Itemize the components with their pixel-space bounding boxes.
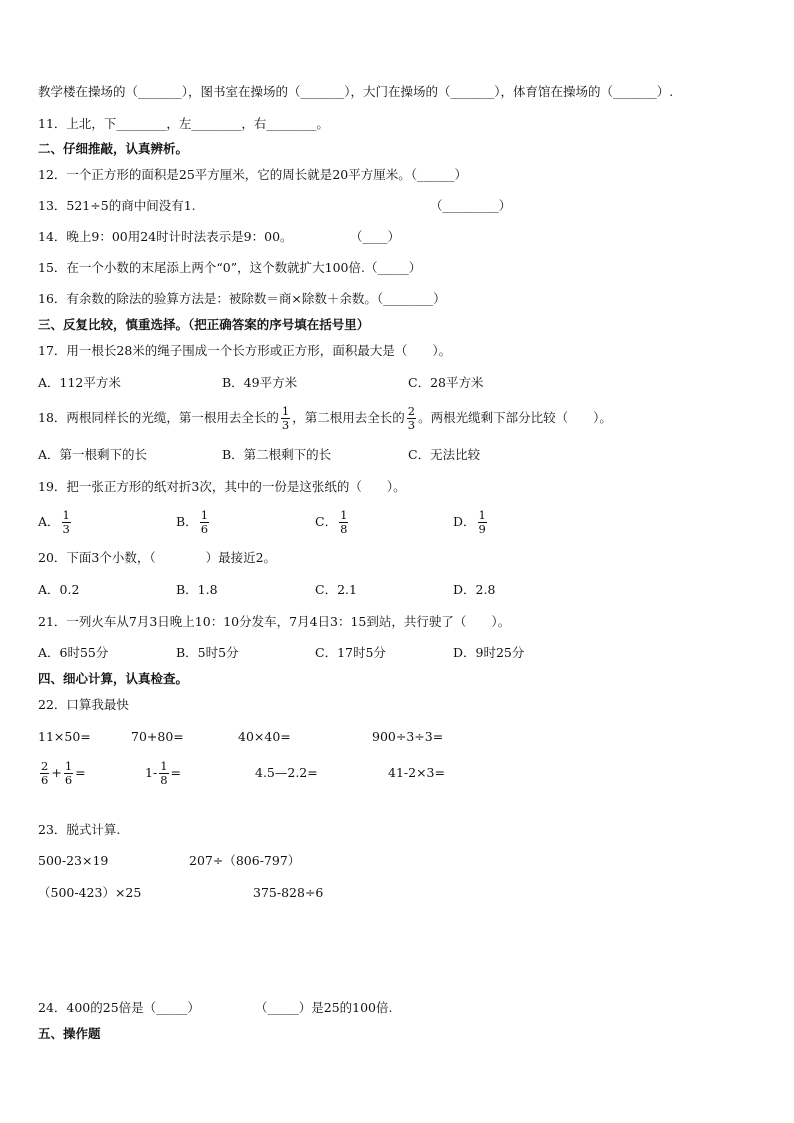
q18-option-b: B．第二根剩下的长 [222, 447, 332, 462]
q18-stem-part-3: 。两根光缆剩下部分比较（ ）。 [418, 410, 612, 425]
q19-c-denominator: 8 [340, 522, 348, 536]
q19-option-d-fraction [478, 509, 487, 536]
q19-option-c-fraction [339, 509, 348, 536]
q23-expr-4: 375-828÷6 [253, 885, 324, 900]
q20-option-c: C．2.1 [315, 582, 357, 597]
q19-option-a-fraction [62, 509, 71, 536]
question-21-stem: 21．一列火车从7月3日晚上10：10分发车，7月4日3：15到站，共行驶了（ ）。 [38, 614, 511, 629]
q21-option-c: C．17时5分 [315, 645, 386, 660]
q18-option-a: A．第一根剩下的长 [38, 447, 148, 462]
q22-r2b-prefix: 1- [145, 765, 158, 780]
q18-fraction-one-third [281, 405, 290, 432]
section-2-heading: 二、仔细推敲，认真辨析。 [38, 141, 189, 156]
question-16: 16．有余数的除法的验算方法是：被除数＝商×除数＋余数。（________） [38, 291, 446, 306]
question-12: 12．一个正方形的面积是25平方厘米，它的周长就是20平方厘米。（______） [38, 167, 467, 182]
q21-option-d: D．9时25分 [453, 645, 525, 660]
q19-b-denominator: 6 [200, 522, 209, 536]
q19-option-d-label: D． [453, 514, 476, 529]
q22-calc-1: 11×50= [38, 729, 91, 744]
q19-a-denominator: 3 [62, 522, 70, 536]
q22-calc-4: 900÷3÷3= [372, 729, 444, 744]
question-15: 15．在一个小数的末尾添上两个“0”，这个数就扩大100倍.（_____） [38, 260, 422, 275]
question-11: 11．上北，下________，左________，右________。 [38, 116, 329, 131]
q19-option-c [315, 502, 350, 542]
q23-expr-3: （500-423）×25 [38, 885, 142, 900]
q18-frac1-denominator: 3 [281, 418, 290, 432]
section-5-heading: 五、操作题 [38, 1026, 101, 1041]
section-4-heading: 四、细心计算，认真检查。 [38, 671, 189, 686]
question-23-title: 23．脱式计算. [38, 822, 121, 837]
q17-option-a: A．112平方米 [38, 375, 121, 390]
q19-option-b-fraction [200, 509, 209, 536]
q19-c-numerator: 1 [340, 508, 348, 522]
q19-option-c-label: C． [315, 514, 338, 529]
question-17-stem: 17．用一根长28米的绳子围成一个长方形或正方形，面积最大是（ ）。 [38, 343, 452, 358]
question-22-title: 22．口算我最快 [38, 697, 129, 712]
question-14-answer-blank: （____） [350, 229, 401, 244]
q22-r2a-n1: 2 [41, 759, 49, 773]
q22-fraction-two-sixths [40, 760, 49, 787]
q17-option-c: C．28平方米 [408, 375, 484, 390]
q17-option-b: B．49平方米 [222, 375, 298, 390]
q19-option-a-label: A． [38, 514, 60, 529]
q19-option-a [38, 502, 73, 542]
question-14: 14．晚上9：00用24时计时法表示是9：00。 [38, 229, 293, 244]
q19-option-d [453, 502, 489, 542]
question-13-answer-blank: （_________） [430, 198, 512, 213]
q22-r2a-n2: 1 [64, 759, 73, 773]
q20-option-a: A．0.2 [38, 582, 80, 597]
q19-a-numerator: 1 [62, 508, 70, 522]
q22-r2a-d1: 6 [41, 773, 49, 787]
q21-option-a: A．6时55分 [38, 645, 109, 660]
q23-expr-2: 207÷（806-797） [189, 853, 301, 868]
q18-frac1-numerator: 1 [281, 404, 290, 418]
q19-b-numerator: 1 [200, 508, 209, 522]
q22-one-minus-fraction [145, 753, 181, 793]
q18-frac2-numerator: 2 [407, 404, 416, 418]
q22-calc-mixed: 41-2×3= [388, 765, 445, 780]
q22-fraction-sum [38, 753, 86, 793]
q18-fraction-two-thirds [407, 405, 416, 432]
q18-stem-part-2: ，第二根用去全长的 [292, 410, 405, 425]
q22-plus-sign: + [51, 765, 62, 780]
q22-calc-decimal: 4.5—2.2= [255, 765, 318, 780]
q19-d-numerator: 1 [478, 508, 486, 522]
q21-option-b: B．5时5分 [176, 645, 239, 660]
question-18-stem [38, 398, 612, 438]
q22-r2a-d2: 6 [64, 773, 73, 787]
q18-frac2-denominator: 3 [407, 418, 416, 432]
q20-option-b: B．1.8 [176, 582, 218, 597]
section-3-heading: 三、反复比较，慎重选择。（把正确答案的序号填在括号里） [38, 317, 370, 332]
q22-r2b-d: 8 [160, 773, 168, 787]
q19-d-denominator: 9 [478, 522, 486, 536]
q23-expr-1: 500-23×19 [38, 853, 109, 868]
q22-calc-2: 70+80= [131, 729, 184, 744]
q18-stem-part-1: 18．两根同样长的光缆，第一根用去全长的 [38, 410, 279, 425]
question-24-part-b: （_____）是25的100倍. [255, 1000, 393, 1015]
question-13: 13．521÷5的商中间没有1. [38, 198, 196, 213]
q20-option-d: D．2.8 [453, 582, 496, 597]
q22-r2b-equals: = [170, 765, 181, 780]
q10-directions-line: 教学楼在操场的（_______），图书室在操场的（_______），大门在操场的（_______），体育馆在操场的（_______）. [38, 84, 674, 99]
q22-fraction-one-eighth [159, 760, 168, 787]
q19-option-b [176, 502, 211, 542]
question-20-stem: 20．下面3个小数，（ ）最接近2。 [38, 550, 277, 565]
q18-option-c: C．无法比较 [408, 447, 481, 462]
q22-calc-3: 40×40= [238, 729, 291, 744]
question-19-stem: 19．把一张正方形的纸对折3次，其中的一份是这张纸的（ ）。 [38, 479, 406, 494]
question-24-part-a: 24．400的25倍是（_____） [38, 1000, 200, 1015]
q22-fraction-one-sixth [64, 760, 73, 787]
q19-option-b-label: B． [176, 514, 198, 529]
q22-r2b-n: 1 [160, 759, 168, 773]
q22-r2a-equals: = [75, 765, 86, 780]
